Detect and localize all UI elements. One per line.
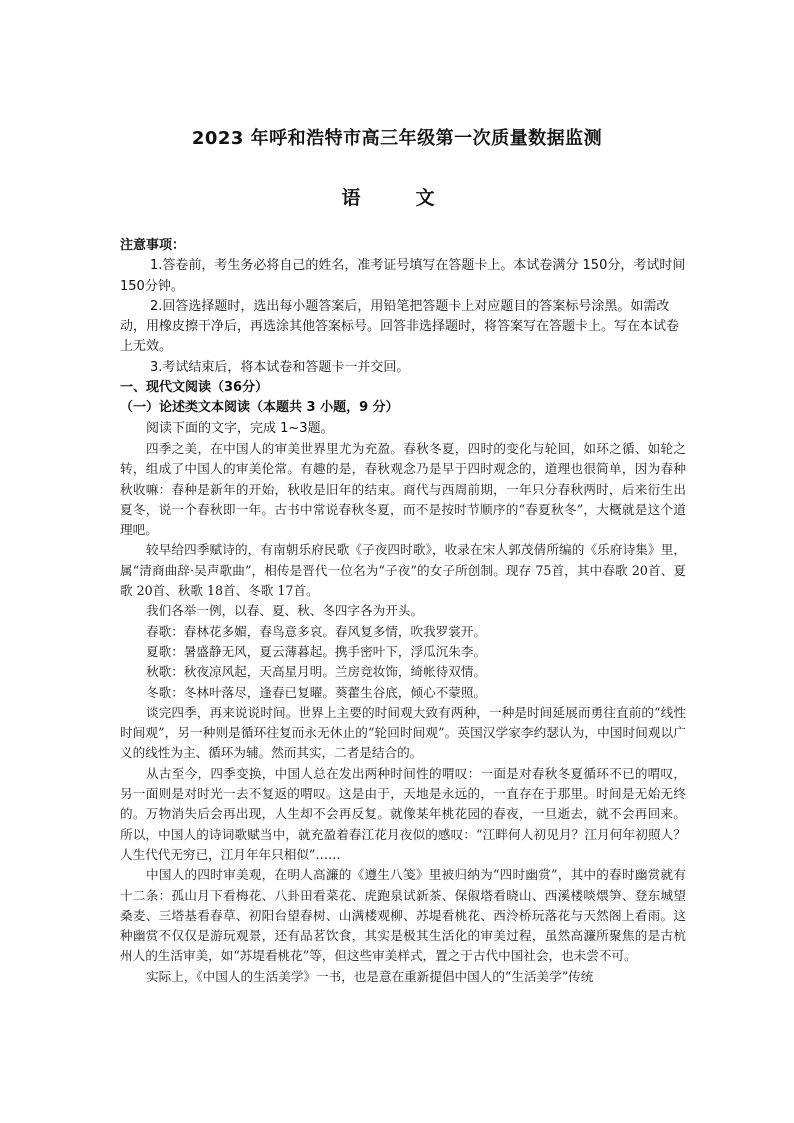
notice-heading: 注意事项：	[120, 238, 186, 253]
notice-item-1: 1.答卷前，考生务必将自己的姓名，准考证号填写在答题卡上。本试卷满分 150分，考试时间 150分钟。	[120, 258, 686, 294]
exam-body	[120, 236, 686, 987]
passage-paragraph: 四季之美，在中国人的审美世界里尤为充盈。春秋冬夏，四时的变化与轮回，如环之循、如轮之转，组成了中国人的审美伦常。有趣的是，春秋观念乃是早于四时观念的，道理也很简单，因为春种秋收嘛：春种是新年的开始，秋收是旧年的结束。商代与西周前期，一年只分春秋两时，后来衍生出夏冬，说一个春秋即一年。古书中常说春秋冬夏，而不是按时节顺序的“春夏秋冬”，大概就是这个道理吧。	[120, 440, 686, 538]
poem-spring: 春歌：春林花多媚，春鸟意多哀。春风复多情，吹我罗裳开。	[146, 623, 487, 639]
passage-paragraph: 较早给四季赋诗的，有南朝乐府民歌《子夜四时歌》，收录在宋人郭茂倩所编的《乐府诗集》里，属“清商曲辞·吴声歌曲”，相传是晋代一位名为“子夜”的女子所创制。现存 75首，其中春歌 20首、夏歌 20首、秋歌 18首、冬歌 17首。	[120, 542, 686, 599]
exam-title: 2023 年呼和浩特市高三年级第一次质量数据监测	[191, 128, 603, 149]
passage-paragraph: 实际上，《中国人的生活美学》一书，也是意在重新提倡中国人的“生活美学”传统	[146, 968, 594, 984]
notice-item-3: 3.考试结束后，将本试卷和答题卡一并交回。	[150, 359, 410, 375]
poem-winter: 冬歌：冬林叶落尽，逢春已复曜。葵藿生谷底，倾心不蒙照。	[146, 684, 487, 700]
poem-summer: 夏歌：暑盛静无风，夏云薄暮起。携手密叶下，浮瓜沉朱李。	[146, 643, 487, 659]
passage-paragraph: 谈完四季，再来说说时间。世界上主要的时间观大致有两种，一种是时间延展而勇往直前的“线性时间观”，另一种则是循环往复而永无休止的“轮回时间观”。英国汉学家李约瑟认为，中国时间观以广义的线性为主、循环为辅。然而其实，二者是结合的。	[120, 704, 686, 761]
passage	[120, 439, 686, 987]
notice-item-2: 2.回答选择题时，选出每小题答案后，用铅笔把答题卡上对应题目的答案标号涂黑。如需改动，用橡皮擦干净后，再选涂其他答案标号。回答非选择题时，将答案写在答题卡上。写在本试卷上无效。	[120, 298, 680, 355]
section-heading: 一、现代文阅读（36分）	[120, 380, 269, 396]
passage-paragraph: 中国人的四时审美观，在明人高濂的《遵生八笺》里被归纳为“四时幽赏”，其中的春时幽赏就有十二条：孤山月下看梅花、八卦田看菜花、虎跑泉试新茶、保俶塔看晓山、西溪楼啖煨笋、登东城望桑麦、三塔基看春草、初阳台望春树、山满楼观柳、苏堤看桃花、西泠桥玩落花与天然阁上看雨。这种幽赏不仅仅是游玩观景，还有品茗饮食，其实是极其生活化的审美过程，虽然高濂所聚焦的是古杭州人的生活审美，如“苏堤看桃花”等，但这些审美样式，置之于古代中国社会，也未尝不可。	[120, 867, 686, 964]
poem-autumn: 秋歌：秋夜凉风起，天高星月明。兰房竞妆饰，绮帐待双情。	[146, 664, 487, 680]
subsection-heading: （一）论述类文本阅读（本题共 3 小题，9 分）	[120, 400, 399, 416]
passage-paragraph: 我们各举一例，以春、夏、秋、冬四字各为开头。	[146, 603, 424, 619]
reading-instruction: 阅读下面的文字，完成 1~3题。	[146, 420, 334, 436]
passage-paragraph: 从古至今，四季变换，中国人总在发出两种时间性的喟叹：一面是对春秋冬夏循环不已的喟叹，另一面则是对时光一去不复返的喟叹。这是由于，天地是永远的，一直存在于那里。时间是无始无终的。万物消失后会再出现，人生却不会再反复。就像某年桃花园的春夜，一旦逝去，就不会再回来。所以，中国人的诗词歌赋当中，就充盈着春江花月夜似的感叹：“江畔何人初见月？江月何年初照人？人生代代无穷已，江月年年只相似”……	[120, 765, 686, 862]
subject-title: 语 文	[341, 187, 453, 209]
